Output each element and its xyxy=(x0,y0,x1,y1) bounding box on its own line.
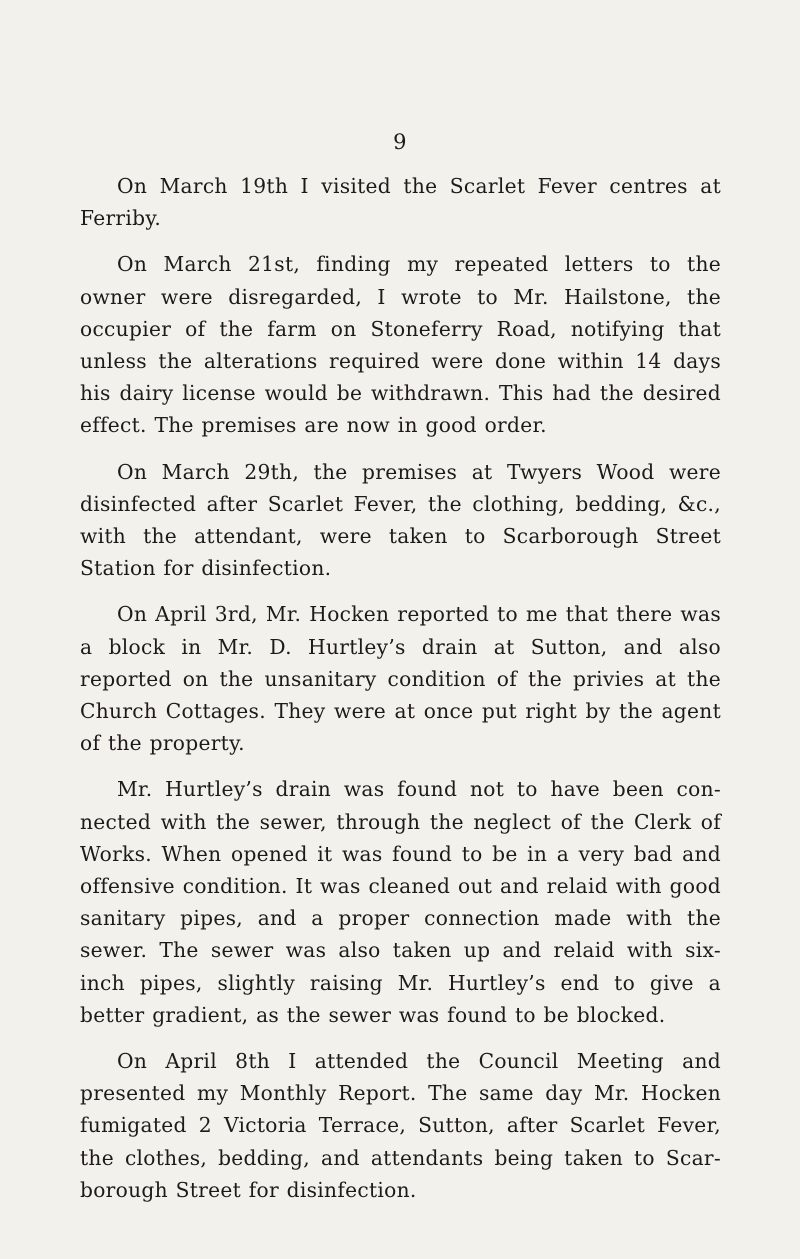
paragraph-ferriby-visit: On March 19th I visited the Scarlet Fever centres at Ferriby. xyxy=(80,174,721,231)
paragraph-twyers-wood: On March 29th, the premises at Twyers Wood were disinfected after Scarlet Fever, the clothing, bedding, &c., with the attendant, were taken to Scarborough Street Station for disinfection. xyxy=(80,459,721,581)
paragraph-council-meeting: On April 8th I attended the Council Meeting and presented my Monthly Report. The same day Mr. Hocken fumigated 2 Victoria Terrace, Sutton, after Scarlet Fever, the clothes, bedding, and attendants being taken to Scar- borough Street for disinfection. xyxy=(80,1049,721,1202)
paragraph-hocken-report: On April 3rd, Mr. Hocken reported to me that there was a block in Mr. D. Hurtley’s drain at Sutton, and also reported on the unsanitary condition of the privies at the Church Cottages. They were at once put right by the agent of the property. xyxy=(80,602,721,756)
page-number: 9 xyxy=(393,130,407,154)
body-text xyxy=(80,170,721,1220)
paragraph-hailstone-dairy: On March 21st, finding my repeated letters to the owner were disregarded, I wrote to Mr. Hailstone, the occupier of the farm on Stoneferry Road, notifying that unless the alterations required were done within 14 days his dairy license would be withdrawn. This had the desired effect. The premises are now in good order. xyxy=(80,252,721,438)
paragraph-hurtley-drain: Mr. Hurtley’s drain was found not to have been con- nected with the sewer, through the neglect of the Clerk of Works. When opened it was found to be in a very bad and offensive condition. It was cleaned out and relaid with good sanitary pipes, and a proper connection made with the sewer. The sewer was also taken up and relaid with six- inch pipes, slightly raising Mr. Hurtley’s end to give a better gradient, as the sewer was found to be blocked. xyxy=(80,777,721,1027)
